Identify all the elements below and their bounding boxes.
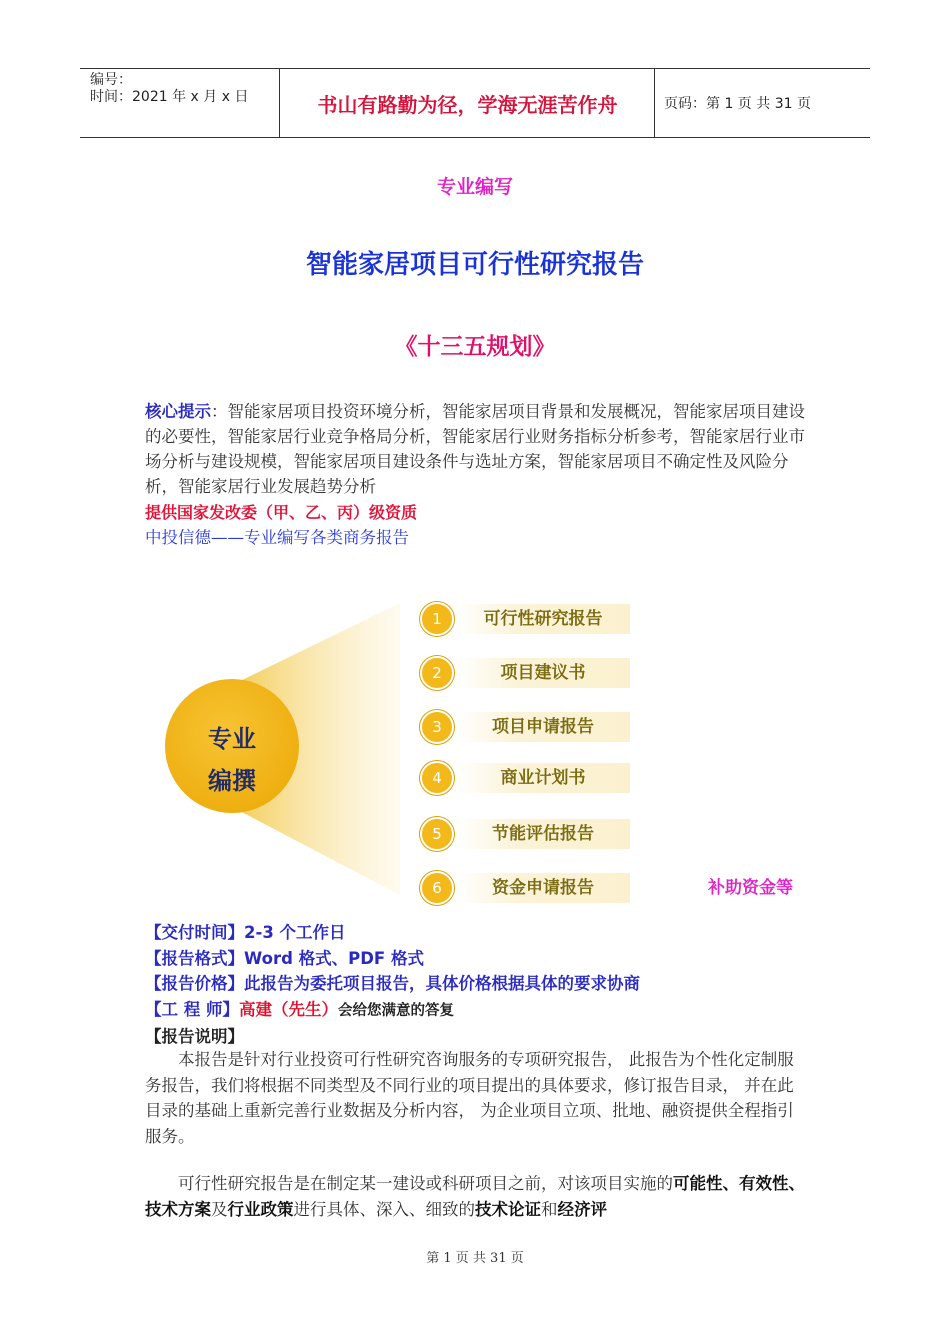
p2-text: 可行性研究报告是在制定某一建设或科研项目之前，对该项目实施的	[178, 1174, 673, 1193]
p2-bold: 经济评	[557, 1199, 607, 1219]
time-label: 时间：2021 年 x 月 x 日	[90, 89, 249, 105]
p2-bold: 技术方案	[145, 1199, 211, 1219]
item-label: 商业计划书	[456, 763, 630, 793]
subsidy-text: 补助资金等	[708, 878, 793, 898]
circle-line-1: 专业	[208, 725, 256, 753]
service-item	[420, 602, 630, 636]
professional-label: 专业编写	[436, 176, 513, 198]
p2-bold: 有效性	[739, 1174, 789, 1193]
p2-bold: 行业政策	[227, 1199, 294, 1219]
p2-bold: 可能性	[673, 1174, 723, 1193]
engineer-label: 【工 程 师】	[145, 999, 239, 1019]
page-footer: 第 1 页 共 31 页	[426, 1251, 524, 1266]
core-hint-text: ：智能家居项目投资环境分析，智能家居项目背景和发展概况，智能家居项目建设的必要性，智能家居行业竞争格局分析，智能家居行业财务指标分析参考，智能家居行业市场分析与建设规模，智能家居项目建设条件与选址方案，智能家居项目不确定性及风险分析，智能家居行业发展趋势分析	[145, 402, 805, 496]
header-page-number: 页码：第 1 页 共 31 页	[664, 96, 811, 112]
service-item	[420, 817, 630, 851]
core-hint	[145, 399, 810, 499]
number-label: 编号：	[90, 72, 132, 88]
paragraph-1: 本报告是针对行业投资可行性研究咨询服务的专项研究报告， 此报告为个性化定制服务报告，我们将根据不同类型及不同行业的项目提出的具体要求，修订报告目录， 并在此目录的基础上重新完善行业数据及分析内容， 为企业项目立项、批地、融资提供全程指引服务。	[145, 1050, 794, 1146]
item-number: 6	[420, 871, 454, 905]
paragraph-2	[145, 1171, 810, 1222]
service-item	[420, 656, 630, 690]
header-motto: 书山有路勤为径，学海无涯苦作舟	[281, 69, 655, 137]
format-label: 【报告格式】	[145, 948, 244, 968]
item-number: 2	[420, 656, 454, 690]
price-value: 此报告为委托项目报告，具体价格根据具体的要求协商	[244, 974, 640, 993]
item-label: 可行性研究报告	[456, 604, 630, 634]
p2-sep: 、	[788, 1174, 805, 1193]
p2-sep: 及	[211, 1199, 228, 1219]
delivery-value: 2-3 个工作日	[244, 923, 346, 942]
format-value: Word 格式、PDF 格式	[244, 948, 424, 968]
engineer-name: 高建（先生）	[239, 999, 338, 1019]
header-table	[80, 68, 870, 138]
service-item	[420, 761, 630, 795]
qualification-text: 提供国家发改委（甲、乙、丙）级资质	[145, 503, 418, 522]
delivery-label: 【交付时间】	[145, 923, 244, 942]
circle-line-2: 编撰	[208, 767, 256, 795]
item-label: 项目申请报告	[456, 712, 630, 742]
item-number: 1	[420, 602, 454, 636]
item-number: 3	[420, 710, 454, 744]
item-number: 5	[420, 817, 454, 851]
header-meta	[80, 69, 280, 137]
p2-text: 进行具体、深入、细致的	[293, 1199, 475, 1219]
diagram-graphic	[150, 595, 850, 915]
delivery-row	[145, 920, 815, 946]
description-row	[145, 1024, 815, 1050]
item-label: 资金申请报告	[456, 873, 630, 903]
p2-sep: 和	[541, 1199, 558, 1219]
price-row	[145, 971, 815, 997]
document-title: 智能家居项目可行性研究报告	[305, 250, 644, 280]
p2-bold: 技术论证	[475, 1199, 541, 1219]
core-hint-label: 核心提示	[145, 402, 211, 421]
item-number: 4	[420, 761, 454, 795]
item-label: 项目建议书	[456, 658, 630, 688]
engineer-note: 会给您满意的答复	[338, 1002, 454, 1019]
report-info	[145, 920, 815, 1050]
service-diagram	[150, 595, 850, 915]
document-subtitle: 《十三五规划》	[394, 334, 556, 360]
item-label: 节能评估报告	[456, 819, 630, 849]
price-label: 【报告价格】	[145, 974, 244, 993]
description-label: 【报告说明】	[145, 1027, 244, 1046]
service-item	[420, 871, 630, 905]
format-row	[145, 946, 815, 972]
p2-sep: 、	[722, 1174, 739, 1193]
service-item	[420, 710, 630, 744]
engineer-row	[145, 997, 815, 1025]
company-tagline: 中投信德——专业编写各类商务报告	[145, 528, 409, 547]
